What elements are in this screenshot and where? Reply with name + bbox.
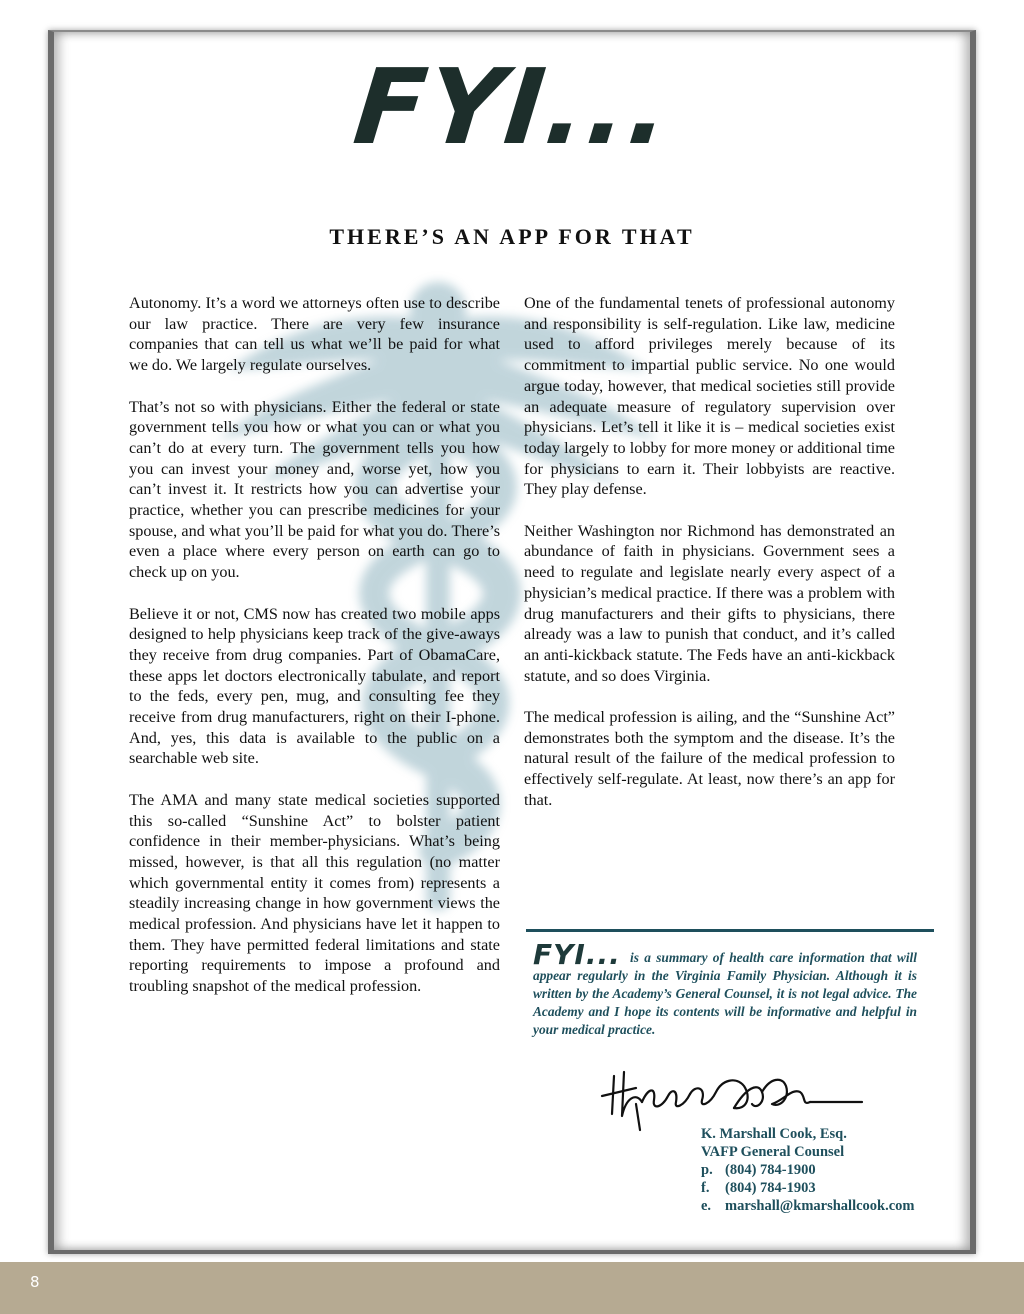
contact-phone-row: [701, 1161, 915, 1179]
paragraph: One of the fundamental tenets of professional autonomy and responsibility is self-regulation. Like law, medicine used to afford privileges merely because of its commitment to impartial public service. No one would argue today, however, that medical societies still provide an adequate measure of regulatory supervision over physicians. Let’s tell it like it is – medical societies exist today largely to lobby for more money or additional time for physicians to earn it. Their lobbyists are reactive. They play defense.: [524, 294, 895, 499]
fax-number: (804) 784-1903: [725, 1180, 816, 1196]
article-left-column: [129, 293, 500, 1018]
paragraph: The medical profession is ailing, and the “Sunshine Act” demonstrates both the symptom and the disease. It’s the natural result of the failure of the medical profession to effectively self-regulate. At least, now there’s an app for that.: [524, 708, 895, 809]
contact-block: [701, 1125, 915, 1215]
fyi-summary: [533, 938, 917, 1039]
phone-number: (804) 784-1900: [725, 1162, 816, 1178]
contact-title: VAFP General Counsel: [701, 1144, 845, 1160]
page-number: 8: [30, 1273, 40, 1291]
phone-label: p.: [701, 1162, 713, 1178]
signature: [596, 1058, 866, 1132]
divider: [526, 929, 934, 932]
paragraph: Believe it or not, CMS now has created two mobile apps designed to help physicians keep track of the give-aways they receive from drug companies. Part of ObamaCare, these apps let doctors electronically tabulate, and report to the feds, every pen, mug, and consulting fee they receive from drug manufacturers, right on their I-phone. And, yes, this data is available to the public on a searchable web site.: [129, 604, 500, 768]
contact-fax-row: [701, 1179, 915, 1197]
article-right-column: [524, 293, 895, 831]
paragraph: Autonomy. It’s a word we attorneys often use to describe our law practice. There are very few insurance companies that can tell us what we’ll be paid for what we do. We largely regulate ourselves.: [129, 294, 500, 375]
fyi-small-logo: FYI...: [533, 938, 621, 971]
fax-label: f.: [701, 1180, 710, 1196]
summary-text: is a summary of health care information that will appear regularly in the Virginia Family Physician. Although it is written by the Academy’s General Counsel, it is not legal advice. The Academy and I hope its contents will be informative and helpful in your medical practice.: [533, 950, 917, 1037]
article-headline: THERE’S AN APP FOR THAT: [329, 224, 695, 249]
email-label: e.: [701, 1198, 712, 1214]
contact-email-row: [701, 1197, 915, 1215]
fyi-logo: FYI...: [348, 46, 677, 168]
contact-name: K. Marshall Cook, Esq.: [701, 1126, 847, 1142]
footer-bar: [0, 1262, 1024, 1314]
email-link[interactable]: marshall@kmarshallcook.com: [725, 1198, 915, 1214]
paragraph: The AMA and many state medical societies supported this so-called “Sunshine Act” to bolster patient confidence in their member-physicians. What’s being missed, however, is that all this regulation (no matter which governmental entity it comes from) represents a steadily increasing change in how government views the medical profession. And physicians have let it happen to them. They have permitted federal limitations and state reporting requirements to impose a profound and troubling snapshot of the medical profession.: [129, 790, 500, 996]
paragraph: That’s not so with physicians. Either the federal or state government tells you how or what you can or what you can’t do at every turn. The government tells you how you can invest your money and, worse yet, how you can’t invest it. It restricts how you can advertise your practice, whether you can prescribe medicines for your spouse, and what you’ll be paid for what you do. There’s even a place where every person on earth can go to check up on you.: [129, 397, 500, 582]
paragraph: Neither Washington nor Richmond has demonstrated an abundance of faith in physicians. Government sees a need to regulate and legislate nearly every aspect of a physician’s medical practice. If there was a problem with drug manufacturers and their gifts to physicians, there already was a law to punish that conduct, and it’s called an anti-kickback statute. The Feds have an anti-kickback statute, and so does Virginia.: [524, 521, 895, 685]
